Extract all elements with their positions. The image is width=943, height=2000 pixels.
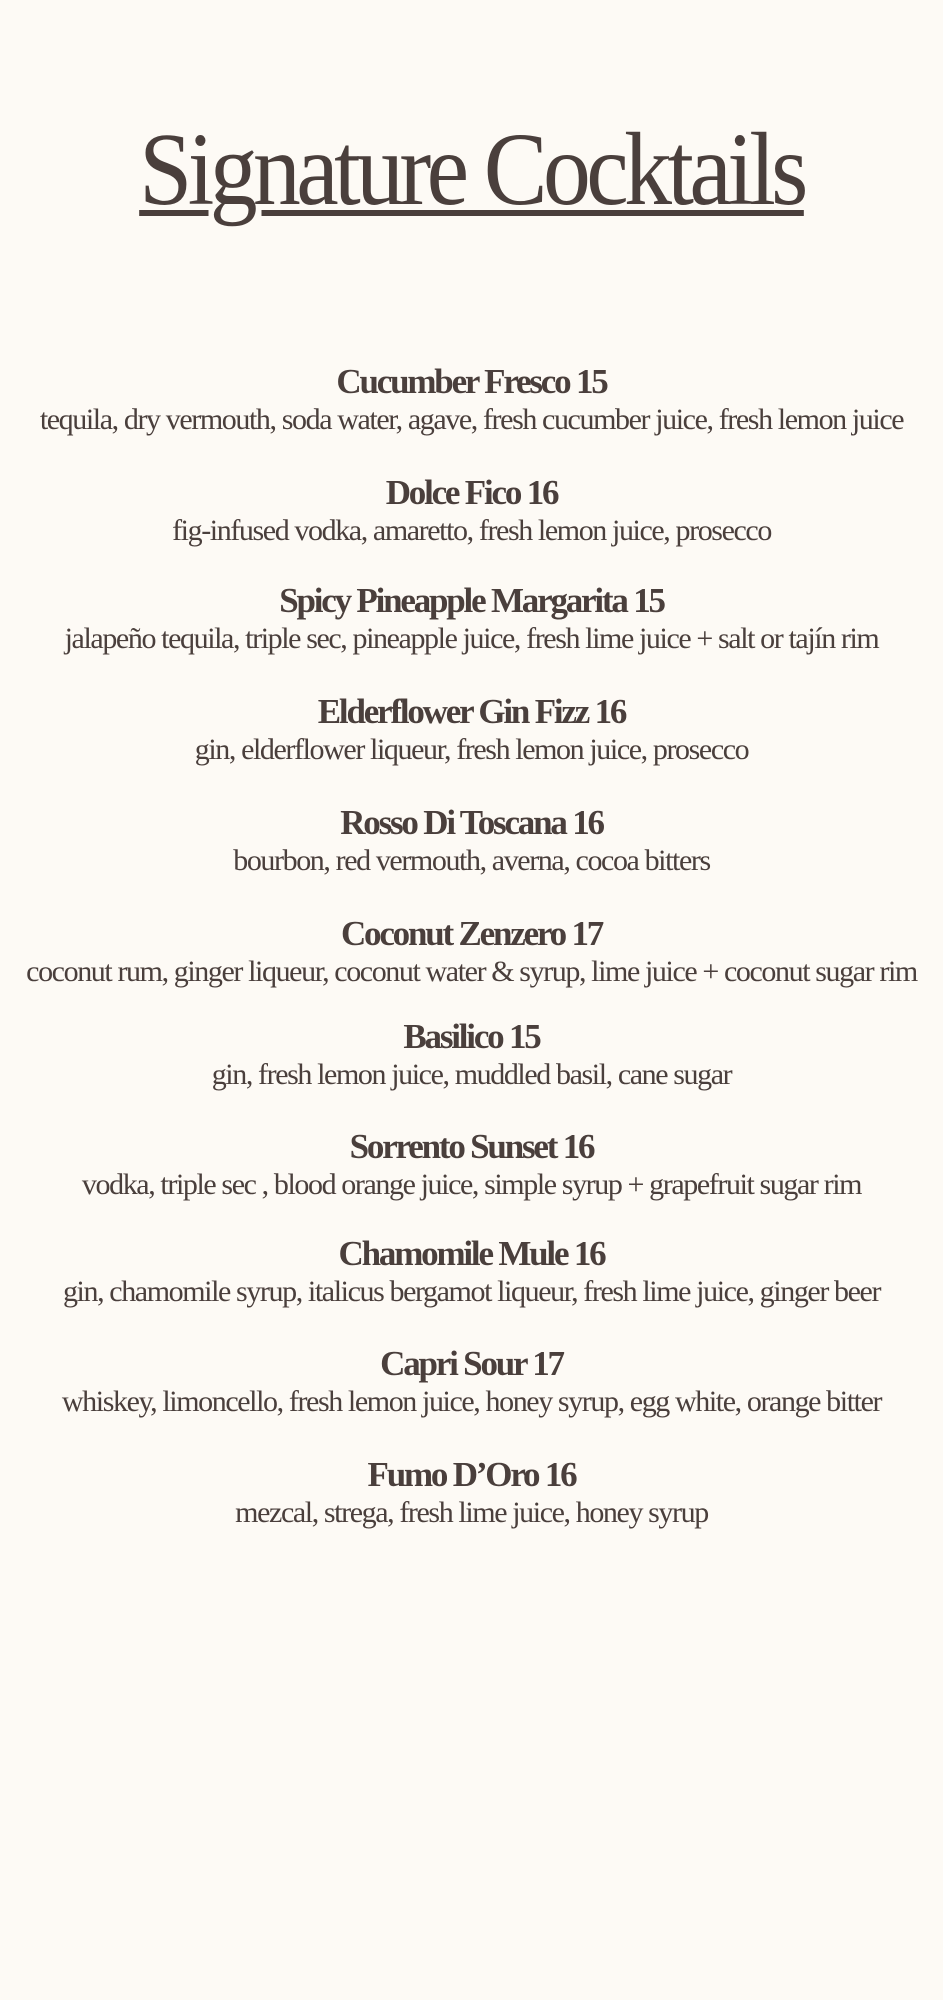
- cocktail-name: Sorrento Sunset 16: [349, 1127, 594, 1166]
- cocktail-description: vodka, triple sec , blood orange juice, simple syrup + grapefruit sugar rim: [81, 1168, 862, 1201]
- list-item: [0, 581, 943, 657]
- page-title: [38, 112, 906, 227]
- cocktail-description: tequila, dry vermouth, soda water, agave, fresh cucumber juice, fresh lemon juice: [39, 403, 904, 436]
- cocktail-name: Basilico 15: [403, 1017, 540, 1056]
- cocktail-name: Fumo D’Oro 16: [367, 1455, 576, 1494]
- cocktail-name: Chamomile Mule 16: [338, 1234, 605, 1273]
- list-item: [0, 1127, 943, 1203]
- cocktail-name: Spicy Pineapple Margarita 15: [279, 581, 664, 620]
- list-item: [0, 473, 943, 549]
- list-item: [0, 362, 943, 438]
- cocktail-description: bourbon, red vermouth, averna, cocoa bitters: [233, 844, 710, 877]
- list-item: [0, 1017, 943, 1093]
- list-item: [0, 1344, 943, 1420]
- cocktail-description: gin, fresh lemon juice, muddled basil, cane sugar: [211, 1058, 732, 1091]
- cocktail-description: mezcal, strega, fresh lime juice, honey syrup: [235, 1496, 708, 1529]
- cocktail-name: Coconut Zenzero 17: [340, 914, 603, 953]
- list-item: [0, 1455, 943, 1531]
- cocktail-description: gin, elderflower liqueur, fresh lemon juice, prosecco: [194, 733, 749, 766]
- cocktail-name: Elderflower Gin Fizz 16: [317, 692, 626, 731]
- cocktail-description: gin, chamomile syrup, italicus bergamot liqueur, fresh lime juice, ginger beer: [62, 1275, 881, 1308]
- cocktail-name: Rosso Di Toscana 16: [340, 803, 603, 842]
- page-title-text: Signature Cocktails: [139, 112, 804, 227]
- cocktail-description: fig-infused vodka, amaretto, fresh lemon juice, prosecco: [172, 514, 771, 547]
- list-item: [0, 692, 943, 768]
- list-item: [0, 803, 943, 879]
- cocktail-description: whiskey, limoncello, fresh lemon juice, honey syrup, egg white, orange bitter: [61, 1385, 882, 1418]
- cocktail-description: jalapeño tequila, triple sec, pineapple juice, fresh lime juice + salt or tajín rim: [64, 622, 879, 655]
- cocktail-description: coconut rum, ginger liqueur, coconut water & syrup, lime juice + coconut sugar rim: [26, 955, 917, 988]
- cocktail-name: Capri Sour 17: [380, 1344, 563, 1383]
- list-item: [0, 1234, 943, 1310]
- cocktail-name: Dolce Fico 16: [385, 473, 558, 512]
- list-item: [0, 914, 943, 990]
- cocktail-name: Cucumber Fresco 15: [336, 362, 607, 401]
